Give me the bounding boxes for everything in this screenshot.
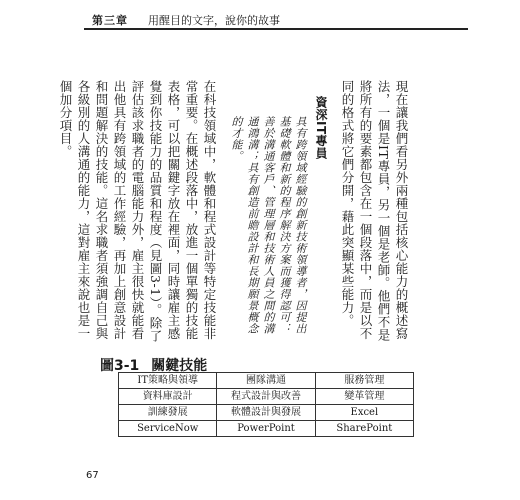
table-cell: 訓練發展 [119, 405, 217, 421]
resume-title: 資深IT專員 [314, 96, 328, 160]
vertical-body-text [58, 80, 410, 345]
figure-number: 圖3-1 [100, 358, 140, 374]
paragraph-skills: 在科技領域中，軟體和程式設計等特定技能非常重要。在概述段落中，放進一個單獨的技能表格，可以把關鍵字放在裡面，同時讓雇主感覺到你技能力的品質和程度（見圖3-1）。除了評估該求職者的電腦能力外，雇主很快就能看出他具有跨領域的工作經驗，再加上創意設計和問題解決的技能。這名求職者須強調自己與各級別的人溝通的能力，這對雇主來說也是一個加分項目。 [58, 80, 217, 343]
header-rule [84, 28, 468, 30]
table-cell: Excel [315, 405, 413, 421]
chapter-label: 第三章 [92, 14, 128, 27]
table-cell: PowerPoint [217, 421, 315, 437]
paragraph-intro: 現在讓我們看另外兩種包括核心能力的概述寫法，一個是IT專員，另一個是老師。他們不是將所有的要素都包含在一個段落中，而是以不同的格式將它們分開，藉此突顯某些能力。 [340, 80, 409, 342]
page-header [0, 0, 520, 44]
table-cell: ServiceNow [119, 421, 217, 437]
table-row [119, 373, 414, 389]
table-row [119, 405, 414, 421]
skills-table [118, 372, 414, 437]
resume-example [228, 80, 330, 345]
page-number: 67 [86, 470, 99, 481]
table-cell: 程式設計與改善 [217, 389, 315, 405]
chapter-title: 用醒目的文字，說你的故事 [148, 14, 280, 27]
table-cell: 變革管理 [315, 389, 413, 405]
resume-body: 具有跨領域經驗的創新技術領導者，因提出基礎軟體和新的程序解決方案而獲得認可：善於溝通客戶、管理層和技術人員之間的溝通鴻溝；具有創造前瞻設計和長期願景概念的才能。 [230, 116, 307, 335]
table-row [119, 389, 414, 405]
table-cell: 服務管理 [315, 373, 413, 389]
table-cell: SharePoint [315, 421, 413, 437]
table-cell: 團隊溝通 [217, 373, 315, 389]
figure-title: 關鍵技能 [151, 358, 208, 374]
table-cell: IT策略與領導 [119, 373, 217, 389]
table-row [119, 421, 414, 437]
table-cell: 軟體設計與發展 [217, 405, 315, 421]
table-cell: 資料庫設計 [119, 389, 217, 405]
